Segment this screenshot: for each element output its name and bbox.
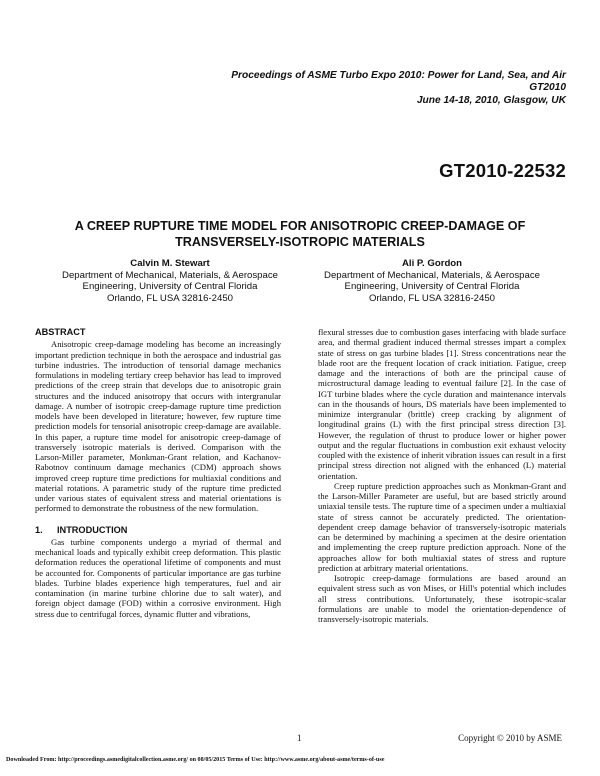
abstract-heading: ABSTRACT	[35, 327, 86, 337]
paper-id: GT2010-22532	[439, 160, 566, 181]
page-number: 1	[297, 733, 302, 743]
author-block-1	[40, 258, 300, 304]
conference-header	[126, 70, 566, 107]
copyright-notice: Copyright © 2010 by ASME	[458, 733, 562, 743]
introduction-heading	[35, 525, 281, 535]
author-name: Calvin M. Stewart	[130, 258, 210, 269]
conference-date-location: June 14-18, 2010, Glasgow, UK	[416, 94, 566, 106]
author-location: Orlando, FL USA 32816-2450	[106, 292, 234, 304]
body-paragraph-3: Isotropic creep-damage formulations are based around an equivalent stress such as von Mises, or Hill's potential which includes all stress contributions. Unfortunately, these isotropic-scalar formulations are unable to model the orientation-dependence of transversely-isotropic materials.	[318, 573, 566, 624]
introduction-paragraph-1: Gas turbine components undergo a myriad of thermal and mechanical loads and typically exhibit creep deformation. This plastic deformation reduces the operational lifetime of components and must be accounted for. Components of particular importance are gas turbine blades. Turbine blades experience high temperatures, fuel and air contamination (in marine turbine chlorine due to salt water), and foreign object damage (FOD) within a corrosive environment. High stress due to centrifugal forces, dynamic flutter and vibrations,	[35, 536, 281, 619]
author-block-2	[300, 258, 564, 304]
download-notice: Downloaded From: http://proceedings.asmedigitalcollection.asme.org/ on 08/05/2015 Terms of Use: http://www.asme.org/about-asme/terms-of-use	[6, 757, 385, 763]
conference-code: GT2010	[529, 82, 566, 94]
body-paragraph-2: Creep rupture prediction approaches such as Monkman-Grant and the Larson-Miller Parameter are useful, but are based strictly around uniaxial tensile tests. The rupture time of a specimen under a multiaxial state of stress cannot be accurately predicted. The orientation-dependent creep damage behavior of transversely-isotropic materials can be determined by machining a specimen at the desire orientation and implementing the creep rupture prediction approach. None of the approaches allow for both multiaxial states of stress and rupture prediction at arbitrary material orientations.	[318, 480, 566, 573]
body-paragraph-continued: flexural stresses due to combustion gases interfacing with blade surface area, and thermal gradient induced thermal stresses impart a complex state of stress on gas turbine blades [1]. Stress concentrations near the blade root are the frequent location of crack initiation. Fatigue, creep damage and the interactions of both are the principal cause of microstructural damage leading to eventual failure [2]. In the case of IGT turbine blades where the cycle duration and maintenance intervals can in the thousands of hours, DS materials have been implemented to minimize intergranular (brittle) creep cracking by alignment of longitudinal grains (L) with the first principal stress direction [3]. However, the regulation of thrust to produce lower or higher power output and the regular fluctuations in combustion exit exhaust velocity coupled with the existence of inherit vibration issues can result in a first principal stress direction not aligned with the enhanced (L) material orientation.	[318, 327, 566, 481]
author-school: Engineering, University of Central Florida	[344, 281, 520, 293]
section-number: 1.	[35, 524, 43, 535]
author-department: Department of Mechanical, Materials, & Aerospace	[62, 269, 278, 281]
author-school: Engineering, University of Central Florida	[82, 281, 258, 293]
section-title: INTRODUCTION	[57, 524, 128, 535]
conference-name: Proceedings of ASME Turbo Expo 2010: Power for Land, Sea, and Air	[231, 70, 566, 81]
left-column	[35, 327, 281, 619]
right-column	[318, 327, 566, 624]
author-location: Orlando, FL USA 32816-2450	[368, 292, 496, 304]
abstract-text: Anisotropic creep-damage modeling has become an increasingly important prediction technique in both the aerospace and industrial gas turbine industries. The introduction of tensorial damage mechanics formulations in modeling tertiary creep behavior has lead to improved predictions of the creep strain that develops due to anisotropic grain structures and the induced anisotropy that occurs with intergranular damage. A number of isotropic creep-damage rupture time prediction models have been developed in literature; however, few rupture time prediction models for tensorial anisotropic creep-damage are available. In this paper, a rupture time model for anisotropic creep-damage of transversely isotropic materials is derived. Comparison with the Larson-Miller parameter, Monkman-Grant relation, and Kachanov-Rabotnov continuum damage mechanics (CDM) approach shows improved creep rupture time predictions for multiaxial conditions and material rotations. A parametric study of the rupture time predicted under various states of equivalent stress and material orientations is performed to demonstrate the robustness of the new formulation.	[35, 339, 281, 514]
author-name: Ali P. Gordon	[401, 258, 463, 269]
author-department: Department of Mechanical, Materials, & Aerospace	[324, 269, 540, 281]
paper-title: A CREEP RUPTURE TIME MODEL FOR ANISOTROPIC CREEP-DAMAGE OF TRANSVERSELY-ISOTROPIC MATERIALS	[74, 219, 526, 249]
